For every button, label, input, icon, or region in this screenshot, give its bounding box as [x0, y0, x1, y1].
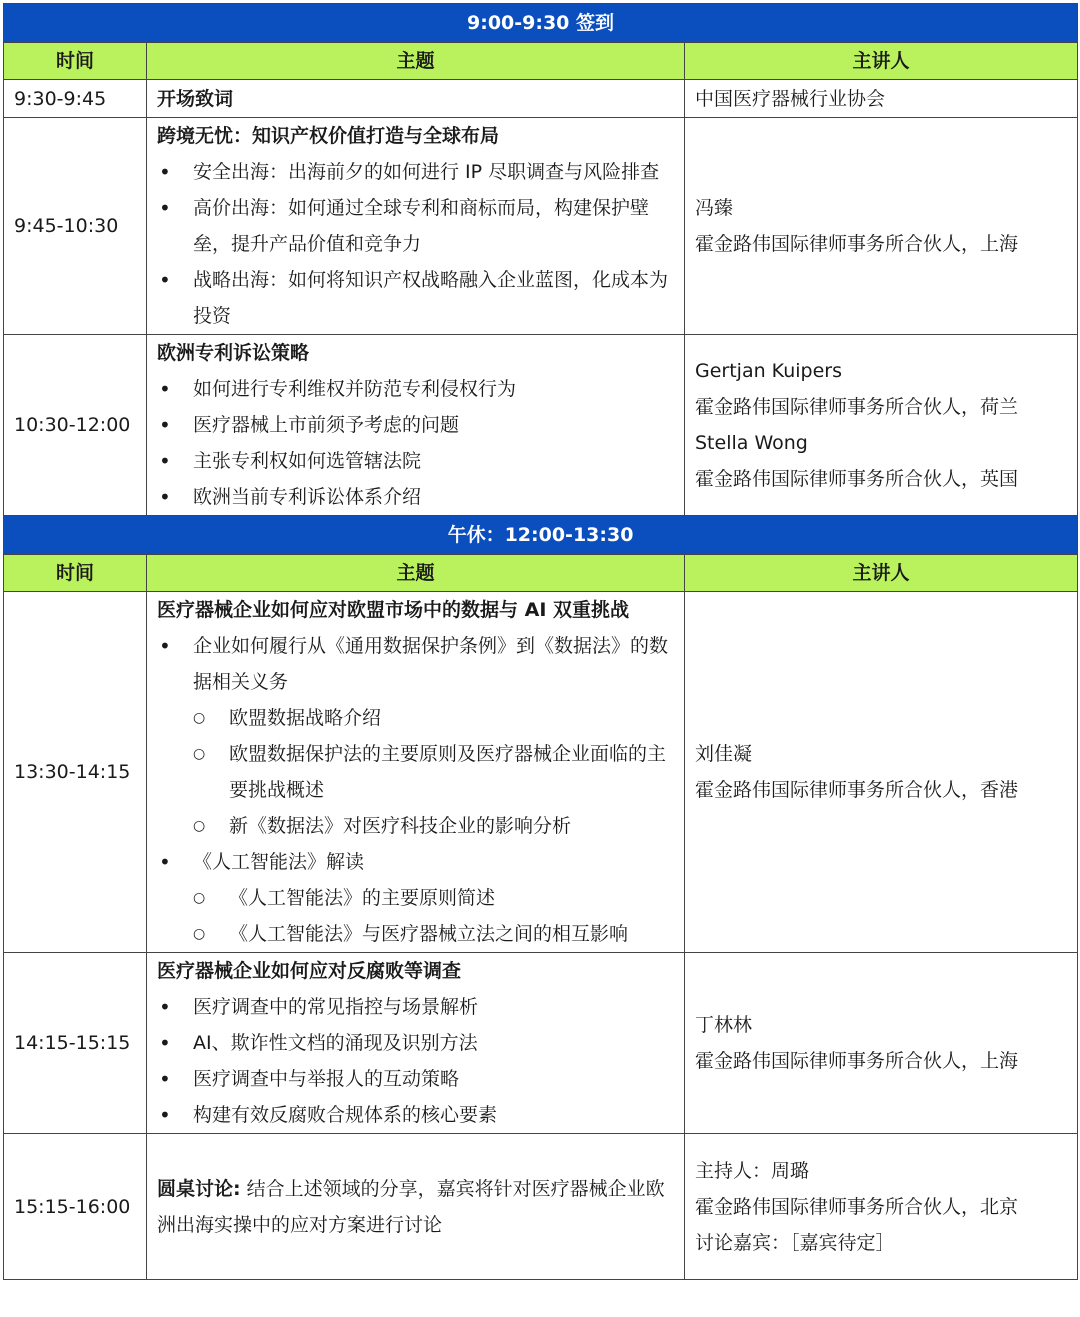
sub-list-item: ○ 新《数据法》对医疗科技企业的影响分析: [157, 808, 674, 844]
list-item: • 如何进行专利维权并防范专利侵权行为: [157, 371, 674, 407]
topic-cell: [147, 953, 685, 1134]
sub-list-item: ○ 欧盟数据战略介绍: [157, 700, 674, 736]
speaker-line: 中国医疗器械行业协会: [695, 87, 886, 110]
speaker-cell: [685, 335, 1078, 516]
speaker-title: 霍金路伟国际律师事务所合伙人，香港: [695, 779, 1019, 801]
speaker-cell: [685, 80, 1078, 118]
speaker-name: 刘佳凝: [695, 743, 753, 765]
header-topic: 主题: [147, 43, 685, 80]
topic-cell: [147, 592, 685, 953]
moderator-line: 主持人：周璐: [695, 1159, 810, 1182]
checkin-band: 9:00-9:30 签到: [4, 4, 1078, 43]
speaker-title: 霍金路伟国际律师事务所合伙人，荷兰: [695, 396, 1019, 418]
bullet-list: [157, 628, 674, 952]
header-time: 时间: [4, 43, 147, 80]
bullet-list: [157, 154, 674, 334]
speaker-title: 霍金路伟国际律师事务所合伙人，北京: [695, 1195, 1019, 1218]
speaker-title: 霍金路伟国际律师事务所合伙人，英国: [695, 468, 1019, 490]
bullet-list: [157, 371, 674, 515]
header-topic: 主题: [147, 555, 685, 592]
list-item: • 战略出海：如何将知识产权战略融入企业蓝图，化成本为投资: [157, 262, 674, 334]
topic-cell: [147, 80, 685, 118]
speaker-cell: [685, 118, 1078, 335]
guests-line: 讨论嘉宾：［嘉宾待定］: [695, 1231, 895, 1254]
discussion-label: 圆桌讨论:: [157, 1177, 241, 1200]
agenda-table: [3, 3, 1078, 1280]
topic-title: 开场致词: [157, 87, 234, 110]
time-cell: 9:30-9:45: [4, 80, 147, 118]
time-cell: 10:30-12:00: [4, 335, 147, 516]
topic-cell: [147, 118, 685, 335]
topic-title: 欧洲专利诉讼策略: [157, 342, 310, 364]
speaker-name: 丁林林: [695, 1014, 753, 1036]
speaker-name: Stella Wong: [695, 432, 808, 454]
list-item: • 企业如何履行从《通用数据保护条例》到《数据法》的数据相关义务: [157, 628, 674, 700]
discussion-body: 结合上述领域的分享，嘉宾将针对医疗器械企业欧洲出海实操中的应对方案进行讨论: [157, 1177, 665, 1236]
list-item: • AI、欺诈性文档的涌现及识别方法: [157, 1025, 674, 1061]
lunch-band-row: [4, 516, 1078, 555]
time-cell: 15:15-16:00: [4, 1134, 147, 1280]
time-cell: 14:15-15:15: [4, 953, 147, 1134]
topic-cell: [147, 1134, 685, 1280]
list-item: • 《人工智能法》解读: [157, 844, 674, 880]
speaker-cell: [685, 953, 1078, 1134]
speaker-title: 霍金路伟国际律师事务所合伙人，上海: [695, 233, 1019, 255]
list-item: • 高价出海：如何通过全球专利和商标而局，构建保护壁垒，提升产品价值和竞争力: [157, 190, 674, 262]
agenda-row: [4, 335, 1078, 516]
topic-title: 医疗器械企业如何应对欧盟市场中的数据与 AI 双重挑战: [157, 599, 630, 621]
list-item: • 医疗调查中与举报人的互动策略: [157, 1061, 674, 1097]
list-item: • 医疗调查中的常见指控与场景解析: [157, 989, 674, 1025]
sub-list-item: ○ 欧盟数据保护法的主要原则及医疗器械企业面临的主要挑战概述: [157, 736, 674, 808]
header-row: [4, 555, 1078, 592]
speaker-name: 冯臻: [695, 197, 734, 219]
agenda-row: [4, 592, 1078, 953]
agenda-row: [4, 80, 1078, 118]
speaker-title: 霍金路伟国际律师事务所合伙人，上海: [695, 1050, 1019, 1072]
header-row: [4, 43, 1078, 80]
checkin-band-row: [4, 4, 1078, 43]
list-item: • 欧洲当前专利诉讼体系介绍: [157, 479, 674, 515]
speaker-name: Gertjan Kuipers: [695, 360, 842, 382]
agenda-row: [4, 1134, 1078, 1280]
list-item: • 构建有效反腐败合规体系的核心要素: [157, 1097, 674, 1133]
header-time: 时间: [4, 555, 147, 592]
agenda-row: [4, 953, 1078, 1134]
header-speaker: 主讲人: [685, 555, 1078, 592]
topic-title: 医疗器械企业如何应对反腐败等调查: [157, 960, 462, 982]
discussion-text: [157, 1171, 674, 1243]
time-cell: 13:30-14:15: [4, 592, 147, 953]
sub-list-item: ○ 《人工智能法》与医疗器械立法之间的相互影响: [157, 916, 674, 952]
list-item: • 安全出海：出海前夕的如何进行 IP 尽职调查与风险排查: [157, 154, 674, 190]
topic-cell: [147, 335, 685, 516]
speaker-cell: [685, 592, 1078, 953]
agenda-row: [4, 118, 1078, 335]
header-speaker: 主讲人: [685, 43, 1078, 80]
list-item: • 医疗器械上市前须予考虑的问题: [157, 407, 674, 443]
time-cell: 9:45-10:30: [4, 118, 147, 335]
bullet-list: [157, 989, 674, 1133]
speaker-cell: [685, 1134, 1078, 1280]
list-item: • 主张专利权如何选管辖法院: [157, 443, 674, 479]
sub-list-item: ○ 《人工智能法》的主要原则简述: [157, 880, 674, 916]
topic-title: 跨境无忧：知识产权价值打造与全球布局: [157, 125, 500, 147]
lunch-band: 午休：12:00-13:30: [4, 516, 1078, 555]
